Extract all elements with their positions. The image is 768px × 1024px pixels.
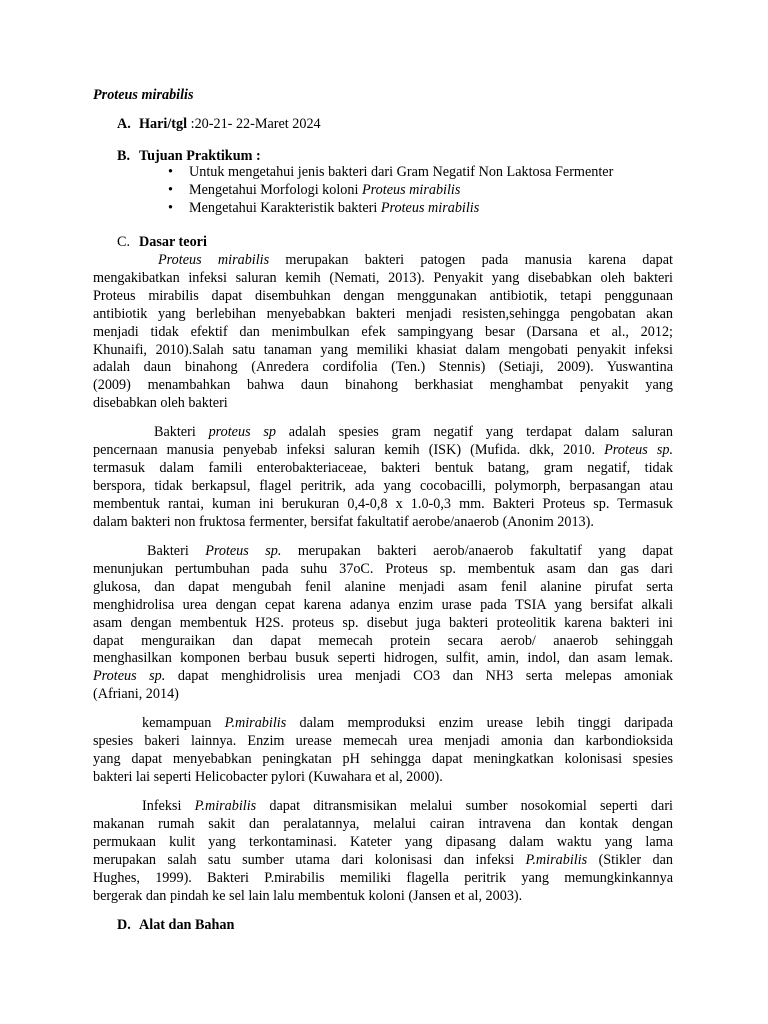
text-run: berspora, tidak berkapsul, flagel peritrik, ada yang cocobacilli, polymorph, berpasangan atau <box>93 477 673 494</box>
text-run: spesies bakeri lainnya. Enzim urease memecah urea menjadi amonia dan karbondioksida <box>93 732 673 749</box>
objective-item <box>167 164 613 182</box>
text-run: merupakan bakteri patogen pada manusia karena dapat <box>269 252 673 268</box>
text-line <box>93 668 673 686</box>
text-run: menghidrolisa urea dengan cepat karena adanya enzim urase pada TSIA yang bersifat alkali <box>93 596 673 613</box>
text-run: Bakteri <box>147 543 206 559</box>
text-run: menunjukan pertumbuhan pada suhu 37oC. Proteus sp. membentuk asam dan gas dari <box>93 560 673 577</box>
text-run: makanan rumah sakit dan peralatannya, melalui cairan intravena dan kontak dengan <box>93 815 673 832</box>
text-run: yang dapat menyebabkan peningkatan pH sehingga dapat meningkatkan kolonisasi spesies <box>93 750 673 767</box>
italic-text: Proteus sp. <box>205 543 282 559</box>
text-run: disebabkan oleh bakteri <box>93 395 228 412</box>
text-line <box>93 686 673 704</box>
text-line <box>93 561 673 579</box>
text-run: permukaan kulit yang terkontaminasi. Kateter yang dipasang dalam waktu yang lama <box>93 833 673 850</box>
text-line <box>93 306 673 324</box>
text-run: membentuk rantai, kuman ini berukuran 0,4-0,8 x 1.0-0,3 mm. Bakteri Proteus sp. Termasuk <box>93 495 673 512</box>
paragraph-3 <box>93 543 673 704</box>
objectives-list <box>167 164 613 218</box>
text-run: merupakan bakteri aerob/anaerob fakultatif yang dapat <box>281 543 673 559</box>
text-run: Mengetahui Morfologi koloni <box>189 182 362 198</box>
text-run: adalah daun binahong (Anredera cordifolia (Ten.) Stennis) (Setiaji, 2009). Yuswantina <box>93 359 673 376</box>
text-line <box>93 870 673 888</box>
section-d-label: Alat dan Bahan <box>139 917 235 933</box>
text-line <box>93 270 673 288</box>
italic-text: Proteus mirabilis <box>158 252 270 268</box>
text-line <box>93 424 673 442</box>
text-run: menjadi tidak efektif dan menimbulkan efek sampingyang besar (Darsana et al., 2012; <box>93 323 673 340</box>
text-run: adalah spesies gram negatif yang terdapat dalam saluran <box>276 424 674 440</box>
text-run: Khunaifi, 2010).Salah satu tanaman yang memiliki khasiat dalam mengobati penyakit infeksi <box>93 341 673 358</box>
text-line <box>93 798 673 816</box>
text-line <box>93 395 673 413</box>
text-run: Infeksi <box>142 798 195 814</box>
text-line <box>93 543 673 561</box>
text-line <box>93 478 673 496</box>
text-run: Bakteri <box>154 424 209 440</box>
italic-text: P.mirabilis <box>224 715 287 731</box>
text-line <box>93 252 673 270</box>
bullet-icon: • <box>168 182 173 198</box>
objective-item <box>167 200 613 218</box>
section-a-heading <box>117 116 321 134</box>
text-line <box>93 650 673 668</box>
text-line <box>93 769 673 787</box>
text-run: (2009) menambahkan bahwa daun binahong berkhasiat menghambat penyakit yang <box>93 377 673 394</box>
text-run: kemampuan <box>142 715 225 731</box>
text-line <box>93 733 673 751</box>
text-run: glukosa, dan dapat mengubah fenil alanine menjadi asam fenil alanine pirufat serta <box>93 578 673 595</box>
italic-text: Proteus sp. <box>93 668 166 685</box>
bullet-icon: • <box>168 200 173 216</box>
text-run: pencernaan manusia penyebab infeksi saluran kemih (ISK) (Mufida. dkk, 2010. <box>93 441 605 458</box>
text-line <box>93 615 673 633</box>
section-a-letter: A. <box>117 116 131 132</box>
document-title: Proteus mirabilis <box>93 87 194 103</box>
text-run: Hughes, 1999). Bakteri P.mirabilis memiliki flagella peritrik yang memungkinkannya <box>93 869 673 886</box>
text-run: bakteri lai seperti Helicobacter pylori (Kuwahara et al, 2000). <box>93 768 443 785</box>
text-line <box>93 816 673 834</box>
bullet-icon: • <box>168 164 173 180</box>
italic-text: Proteus mirabilis <box>362 182 461 198</box>
paragraph-4 <box>93 715 673 787</box>
section-c-label: Dasar teori <box>139 234 207 250</box>
text-run: dalam memproduksi enzim urease lebih tinggi daripada <box>286 715 673 731</box>
text-line <box>93 442 673 460</box>
text-line <box>93 496 673 514</box>
section-b-label: Tujuan Praktikum : <box>139 148 261 164</box>
text-run: dapat menghidrolisis urea menjadi CO3 dan NH3 serta melepas amoniak <box>165 668 673 685</box>
text-run: bergerak dan pindah ke sel lain lalu membentuk koloni (Jansen et al, 2003). <box>93 887 523 904</box>
text-run: dalam bakteri non fruktosa fermenter, bersifat fakultatif aerobe/anaerob (Anonim 2013). <box>93 513 594 530</box>
text-line <box>93 324 673 342</box>
italic-text: P.mirabilis <box>194 798 257 814</box>
text-line <box>93 597 673 615</box>
text-line <box>93 633 673 651</box>
text-run: (Afriani, 2014) <box>93 686 179 703</box>
text-line <box>93 715 673 733</box>
text-run: dapat menguraikan dan dapat memecah protein secara aerob/ anaerob sehinggah <box>93 632 673 649</box>
text-run: menghasilkan komponen berbau busuk seperti hidrogen, sulfit, amin, indol, dan asam lemak. <box>93 650 673 667</box>
text-line <box>93 377 673 395</box>
italic-text: proteus sp <box>208 424 277 440</box>
text-run: antibiotik yang berlebihan menyebabkan bakteri menjadi resisten,sehingga pengobatan akan <box>93 305 673 322</box>
text-run: termasuk dalam famili enterobakteriaceae, bakteri bentuk batang, gram negatif, tidak <box>93 459 673 476</box>
text-line <box>93 342 673 360</box>
text-run: Proteus mirabilis dapat disembuhkan dengan menggunakan antibiotik, tetapi penggunaan <box>93 287 673 304</box>
paragraph-5 <box>93 798 673 905</box>
text-run: merupakan salah satu sumber utama dari kolonisasi dan infeksi <box>93 851 526 868</box>
italic-text: Proteus mirabilis <box>380 200 480 216</box>
paragraph-1 <box>93 252 673 413</box>
text-line <box>93 852 673 870</box>
text-run: Mengetahui Karakteristik bakteri <box>189 200 381 216</box>
section-d-heading <box>117 917 234 935</box>
text-line <box>93 888 673 906</box>
text-line <box>93 834 673 852</box>
text-run: asam dengan membentuk H2S. proteus sp. disebut juga bakteri proteolitik karena bakteri ini <box>93 614 673 631</box>
italic-text: P.mirabilis <box>525 851 588 868</box>
text-line <box>93 359 673 377</box>
section-a-value: :20-21- 22-Maret 2024 <box>187 116 321 132</box>
text-line <box>93 288 673 306</box>
section-b-letter: B. <box>117 148 131 164</box>
paragraph-2 <box>93 424 673 531</box>
section-d-letter: D. <box>117 917 131 933</box>
text-run: (Stikler dan <box>587 851 673 868</box>
text-line <box>93 514 673 532</box>
section-a-label: Hari/tgl <box>139 116 188 132</box>
section-c-letter: C. <box>117 234 131 250</box>
text-run: mengakibatkan infeksi saluran kemih (Nemati, 2013). Penyakit yang disebabkan oleh bakteri <box>93 269 673 286</box>
text-line <box>93 751 673 769</box>
text-line <box>93 579 673 597</box>
text-run: dapat ditransmisikan melalui sumber nosokomial seperti dari <box>256 798 673 814</box>
objective-item <box>167 182 613 200</box>
section-c-heading <box>117 234 207 252</box>
text-run: Untuk mengetahui jenis bakteri dari Gram Negatif Non Laktosa Fermenter <box>189 164 614 180</box>
text-line <box>93 460 673 478</box>
italic-text: Proteus sp. <box>604 441 673 458</box>
